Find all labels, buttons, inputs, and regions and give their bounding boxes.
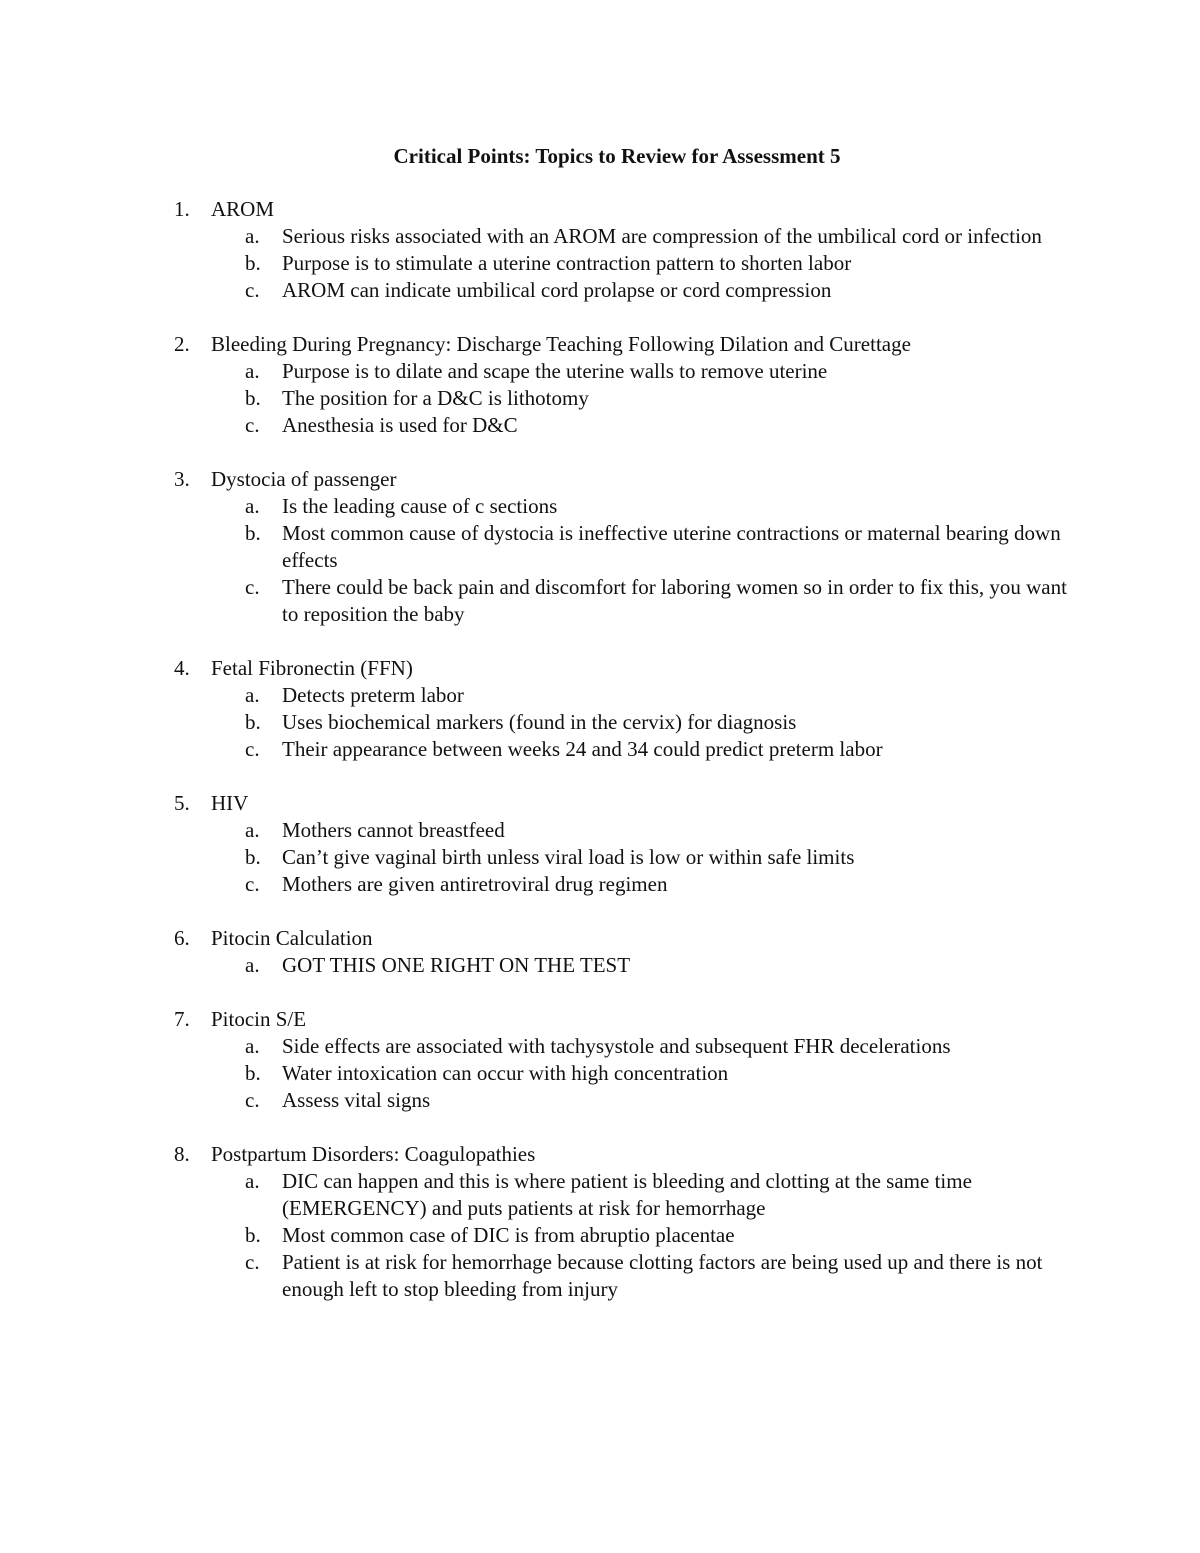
sub-point-letter: a. [245,1169,260,1193]
sub-point-text: Anesthesia is used for D&C [282,413,518,437]
sub-point-letter: c. [245,872,260,896]
topic-label: Bleeding During Pregnancy: Discharge Teaching Following Dilation and Curettage [211,332,911,356]
sub-point-list [174,223,1074,304]
topic-number: 2. [174,332,190,356]
sub-point [245,844,1074,871]
sub-point-text: DIC can happen and this is where patient is bleeding and clotting at the same time (EMERGENCY) and puts patients at risk for hemorrhage [282,1169,972,1220]
sub-point-letter: a. [245,953,260,977]
sub-point [245,1222,1074,1249]
sub-point-text: Mothers are given antiretroviral drug regimen [282,872,668,896]
sub-point-letter: b. [245,1223,261,1247]
page-title: Critical Points: Topics to Review for Assessment 5 [393,144,841,168]
sub-point-list [174,1168,1074,1303]
sub-point-letter: b. [245,1061,261,1085]
sub-point-text: There could be back pain and discomfort for laboring women so in order to fix this, you want to reposition the baby [282,575,1067,626]
sub-point [245,1168,1074,1222]
sub-point [245,385,1074,412]
sub-point-text: Side effects are associated with tachysystole and subsequent FHR decelerations [282,1034,951,1058]
sub-point-text: Is the leading cause of c sections [282,494,558,518]
sub-point-letter: c. [245,413,260,437]
sub-point [245,1249,1074,1303]
topic-heading [174,466,1074,493]
topic-heading [174,196,1074,223]
sub-point-text: Water intoxication can occur with high concentration [282,1061,729,1085]
sub-point-text: The position for a D&C is lithotomy [282,386,589,410]
sub-point [245,574,1074,628]
sub-point [245,1087,1074,1114]
topic-label: Pitocin S/E [211,1007,307,1031]
sub-point-text: Most common cause of dystocia is ineffective uterine contractions or maternal bearing down effects [282,521,1061,572]
topic-item [174,655,1074,763]
sub-point-letter: c. [245,278,260,302]
sub-point-letter: b. [245,386,261,410]
sub-point [245,223,1074,250]
sub-point [245,412,1074,439]
topic-number: 6. [174,926,190,950]
topic-number: 7. [174,1007,190,1031]
topic-item [174,790,1074,898]
topic-heading [174,925,1074,952]
sub-point-text: AROM can indicate umbilical cord prolapse or cord compression [282,278,832,302]
topic-number: 3. [174,467,190,491]
sub-point-text: Their appearance between weeks 24 and 34 could predict preterm labor [282,737,883,761]
topic-heading [174,790,1074,817]
sub-point-text: Detects preterm labor [282,683,464,707]
sub-point [245,493,1074,520]
sub-point-letter: c. [245,1088,260,1112]
topic-number: 5. [174,791,190,815]
topic-heading [174,1141,1074,1168]
sub-point-letter: b. [245,845,261,869]
sub-point-text: Assess vital signs [282,1088,431,1112]
sub-point-list [174,682,1074,763]
sub-point [245,952,1074,979]
sub-point-text: Most common case of DIC is from abruptio placentae [282,1223,735,1247]
sub-point-letter: a. [245,224,260,248]
topic-label: Fetal Fibronectin (FFN) [211,656,413,680]
sub-point-list [174,493,1074,628]
topic-heading [174,331,1074,358]
topic-item [174,466,1074,628]
sub-point [245,736,1074,763]
sub-point-letter: a. [245,683,260,707]
sub-point [245,250,1074,277]
topic-label: Pitocin Calculation [211,926,373,950]
sub-point-letter: b. [245,251,261,275]
sub-point-list [174,817,1074,898]
topic-item [174,196,1074,304]
sub-point-text: Uses biochemical markers (found in the cervix) for diagnosis [282,710,797,734]
sub-point [245,1033,1074,1060]
topic-item [174,925,1074,979]
topic-heading [174,1006,1074,1033]
sub-point-list [174,952,1074,979]
sub-point [245,1060,1074,1087]
sub-point-letter: b. [245,710,261,734]
sub-point-letter: a. [245,1034,260,1058]
sub-point [245,277,1074,304]
sub-point [245,520,1074,574]
sub-point-letter: a. [245,818,260,842]
topic-item [174,331,1074,439]
sub-point-letter: c. [245,575,260,599]
topic-list [174,196,1074,1330]
topic-item [174,1141,1074,1303]
sub-point-list [174,358,1074,439]
sub-point-text: Can’t give vaginal birth unless viral load is low or within safe limits [282,845,855,869]
topic-label: Dystocia of passenger [211,467,397,491]
sub-point [245,871,1074,898]
sub-point [245,709,1074,736]
sub-point [245,358,1074,385]
sub-point-text: Mothers cannot breastfeed [282,818,505,842]
sub-point-text: GOT THIS ONE RIGHT ON THE TEST [282,953,631,977]
topic-item [174,1006,1074,1114]
sub-point-letter: c. [245,1250,260,1274]
sub-point-text: Serious risks associated with an AROM are compression of the umbilical cord or infection [282,224,1042,248]
topic-label: Postpartum Disorders: Coagulopathies [211,1142,536,1166]
topic-number: 4. [174,656,190,680]
sub-point [245,682,1074,709]
sub-point-text: Purpose is to stimulate a uterine contraction pattern to shorten labor [282,251,852,275]
topic-heading [174,655,1074,682]
sub-point-text: Patient is at risk for hemorrhage because clotting factors are being used up and there is not enough left to stop bleeding from injury [282,1250,1043,1301]
sub-point-letter: a. [245,359,260,383]
topic-number: 8. [174,1142,190,1166]
topic-label: HIV [211,791,249,815]
sub-point [245,817,1074,844]
topic-label: AROM [211,197,275,221]
sub-point-letter: c. [245,737,260,761]
sub-point-text: Purpose is to dilate and scape the uterine walls to remove uterine [282,359,828,383]
topic-number: 1. [174,197,190,221]
sub-point-letter: b. [245,521,261,545]
sub-point-letter: a. [245,494,260,518]
sub-point-list [174,1033,1074,1114]
